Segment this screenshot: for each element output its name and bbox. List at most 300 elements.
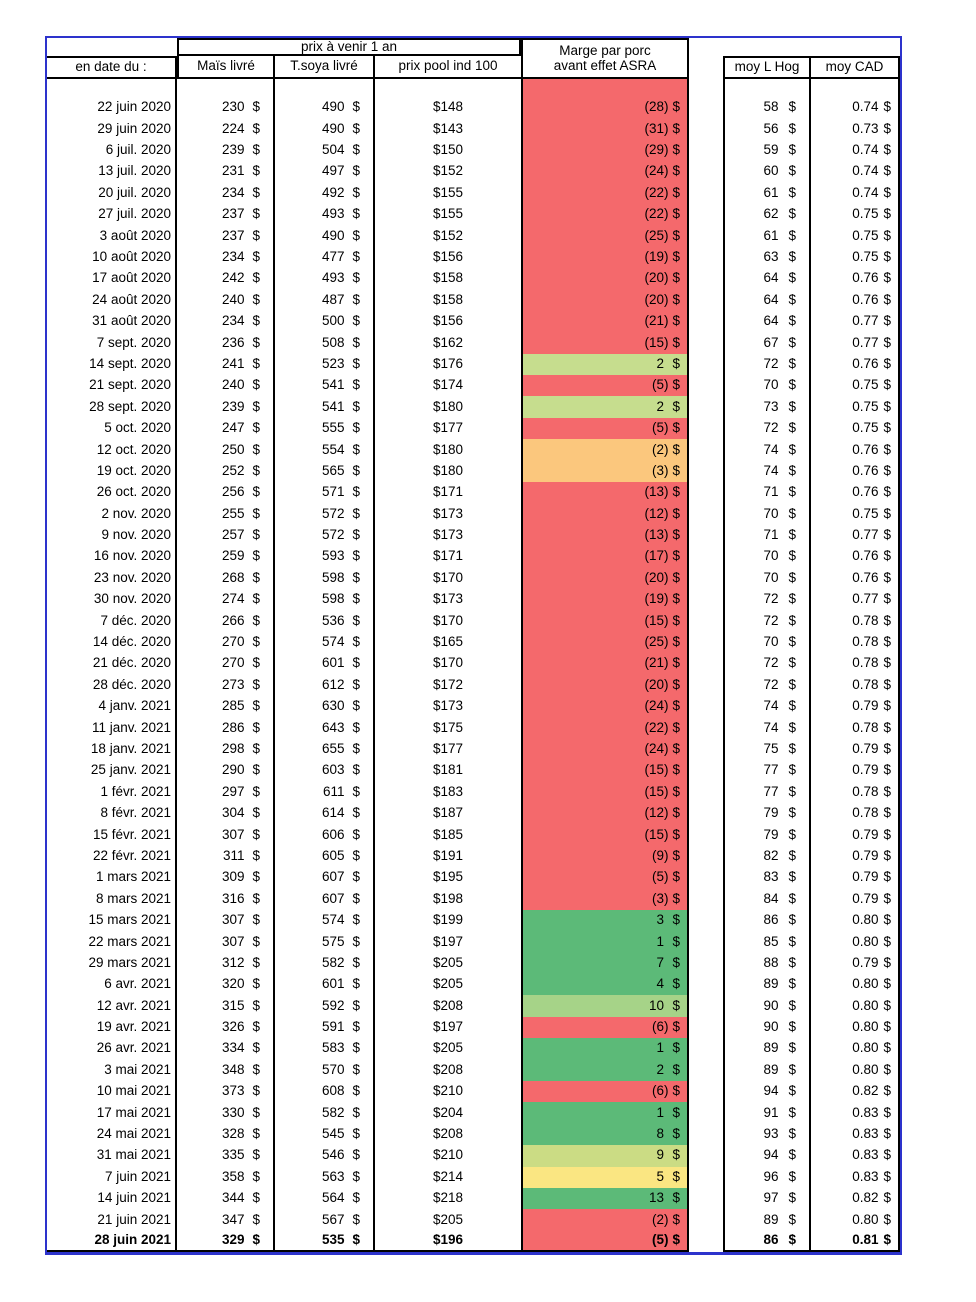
soya-cell: 490 $ bbox=[275, 118, 375, 139]
date-cell: 26 avr. 2021 bbox=[47, 1038, 177, 1059]
marge-cell: (22) $ bbox=[521, 183, 689, 204]
hog-cell: 89 $ bbox=[723, 1209, 811, 1230]
mais-cell: 348 $ bbox=[177, 1060, 275, 1081]
mais-cell: 268 $ bbox=[177, 568, 275, 589]
soya-cell: 614 $ bbox=[275, 803, 375, 824]
marge-cell: 1 $ bbox=[521, 1102, 689, 1123]
date-cell: 28 sept. 2020 bbox=[47, 396, 177, 417]
pool-cell: $180 bbox=[432, 398, 464, 414]
soya-cell: 477 $ bbox=[275, 247, 375, 268]
marge-cell: (20) $ bbox=[521, 568, 689, 589]
date-cell: 4 janv. 2021 bbox=[47, 696, 177, 717]
mais-cell: 307 $ bbox=[177, 824, 275, 845]
date-cell: 22 févr. 2021 bbox=[47, 846, 177, 867]
mais-cell: 239 $ bbox=[177, 140, 275, 161]
hog-cell: 73 $ bbox=[723, 396, 811, 417]
pool-cell: $208 bbox=[432, 997, 464, 1013]
date-cell: 1 févr. 2021 bbox=[47, 782, 177, 803]
date-cell: 21 sept. 2020 bbox=[47, 375, 177, 396]
mais-cell: 237 $ bbox=[177, 225, 275, 246]
pool-cell: $175 bbox=[432, 719, 464, 735]
mais-cell: 304 $ bbox=[177, 803, 275, 824]
cad-cell: 0.78 $ bbox=[811, 803, 900, 824]
cad-cell: 0.79 $ bbox=[811, 867, 900, 888]
date-cell: 14 déc. 2020 bbox=[47, 632, 177, 653]
soya-cell: 541 $ bbox=[275, 396, 375, 417]
cad-cell: 0.73 $ bbox=[811, 118, 900, 139]
pool-cell: $173 bbox=[432, 698, 464, 714]
date-cell: 16 nov. 2020 bbox=[47, 546, 177, 567]
soya-cell: 572 $ bbox=[275, 525, 375, 546]
header-marge-par-porc bbox=[521, 38, 689, 79]
mais-cell: 234 $ bbox=[177, 183, 275, 204]
marge-cell: 4 $ bbox=[521, 974, 689, 995]
cad-cell: 0.78 $ bbox=[811, 717, 900, 738]
marge-cell: (15) $ bbox=[521, 782, 689, 803]
soya-cell: 608 $ bbox=[275, 1081, 375, 1102]
pool-cell: $181 bbox=[432, 762, 464, 778]
price-table-sheet bbox=[45, 36, 902, 1255]
pool-cell: $180 bbox=[432, 441, 464, 457]
cad-cell: 0.79 $ bbox=[811, 760, 900, 781]
soya-cell: 592 $ bbox=[275, 995, 375, 1016]
date-cell: 14 sept. 2020 bbox=[47, 354, 177, 375]
marge-cell: (3) $ bbox=[521, 888, 689, 909]
cad-cell: 0.79 $ bbox=[811, 824, 900, 845]
marge-cell: 7 $ bbox=[521, 953, 689, 974]
mais-cell: 252 $ bbox=[177, 461, 275, 482]
marge-cell: (15) $ bbox=[521, 610, 689, 631]
soya-cell: 523 $ bbox=[275, 354, 375, 375]
pool-cell: $183 bbox=[432, 783, 464, 799]
mais-cell: 256 $ bbox=[177, 482, 275, 503]
soya-cell: 545 $ bbox=[275, 1124, 375, 1145]
date-cell: 8 févr. 2021 bbox=[47, 803, 177, 824]
soya-cell: 563 $ bbox=[275, 1167, 375, 1188]
hog-cell: 86 $ bbox=[723, 1231, 811, 1252]
mais-cell: 315 $ bbox=[177, 995, 275, 1016]
header-mais-livre: Maïs livré bbox=[177, 56, 275, 79]
spacer-cell bbox=[811, 79, 900, 97]
soya-cell: 555 $ bbox=[275, 418, 375, 439]
pool-cell: $185 bbox=[432, 826, 464, 842]
header-marge-line1: Marge par porc bbox=[559, 42, 651, 58]
hog-cell: 70 $ bbox=[723, 503, 811, 524]
cad-cell: 0.78 $ bbox=[811, 782, 900, 803]
pool-cell: $205 bbox=[432, 954, 464, 970]
pool-cell: $208 bbox=[432, 1126, 464, 1142]
hog-cell: 62 $ bbox=[723, 204, 811, 225]
pool-cell: $155 bbox=[432, 184, 464, 200]
mais-cell: 334 $ bbox=[177, 1038, 275, 1059]
marge-cell: 2 $ bbox=[521, 354, 689, 375]
marge-cell: (19) $ bbox=[521, 247, 689, 268]
marge-cell: (2) $ bbox=[521, 439, 689, 460]
soya-cell: 601 $ bbox=[275, 974, 375, 995]
date-cell: 2 nov. 2020 bbox=[47, 503, 177, 524]
hog-cell: 60 $ bbox=[723, 161, 811, 182]
mais-cell: 242 $ bbox=[177, 268, 275, 289]
date-cell: 9 nov. 2020 bbox=[47, 525, 177, 546]
mais-cell: 297 $ bbox=[177, 782, 275, 803]
mais-cell: 326 $ bbox=[177, 1017, 275, 1038]
pool-cell: $187 bbox=[432, 805, 464, 821]
mais-cell: 270 $ bbox=[177, 632, 275, 653]
soya-cell: 546 $ bbox=[275, 1145, 375, 1166]
soya-cell: 612 $ bbox=[275, 675, 375, 696]
cad-cell: 0.78 $ bbox=[811, 653, 900, 674]
cad-cell: 0.75 $ bbox=[811, 204, 900, 225]
date-cell: 3 août 2020 bbox=[47, 225, 177, 246]
marge-cell: 2 $ bbox=[521, 1060, 689, 1081]
mais-cell: 307 $ bbox=[177, 910, 275, 931]
hog-cell: 93 $ bbox=[723, 1124, 811, 1145]
cad-cell: 0.74 $ bbox=[811, 97, 900, 118]
cad-cell: 0.78 $ bbox=[811, 675, 900, 696]
soya-cell: 574 $ bbox=[275, 910, 375, 931]
hog-cell: 86 $ bbox=[723, 910, 811, 931]
marge-cell: (5) $ bbox=[521, 375, 689, 396]
soya-cell: 591 $ bbox=[275, 1017, 375, 1038]
hog-cell: 59 $ bbox=[723, 140, 811, 161]
marge-cell: (13) $ bbox=[521, 525, 689, 546]
marge-cell: (15) $ bbox=[521, 760, 689, 781]
pool-cell: $162 bbox=[432, 334, 464, 350]
spacer-cell bbox=[723, 79, 811, 97]
hog-cell: 63 $ bbox=[723, 247, 811, 268]
hog-cell: 82 $ bbox=[723, 846, 811, 867]
mais-cell: 230 $ bbox=[177, 97, 275, 118]
soya-cell: 567 $ bbox=[275, 1209, 375, 1230]
date-cell: 31 août 2020 bbox=[47, 311, 177, 332]
soya-cell: 564 $ bbox=[275, 1188, 375, 1209]
cad-cell: 0.74 $ bbox=[811, 161, 900, 182]
date-cell: 12 avr. 2021 bbox=[47, 995, 177, 1016]
pool-cell: $195 bbox=[432, 869, 464, 885]
cad-cell: 0.76 $ bbox=[811, 354, 900, 375]
date-cell: 19 oct. 2020 bbox=[47, 461, 177, 482]
hog-cell: 89 $ bbox=[723, 1038, 811, 1059]
pool-cell: $150 bbox=[432, 142, 464, 158]
mais-cell: 237 $ bbox=[177, 204, 275, 225]
pool-cell: $165 bbox=[432, 634, 464, 650]
marge-cell: (13) $ bbox=[521, 482, 689, 503]
pool-cell: $148 bbox=[432, 99, 464, 115]
cad-cell: 0.83 $ bbox=[811, 1145, 900, 1166]
spacer-cell bbox=[521, 79, 689, 97]
pool-cell: $210 bbox=[432, 1083, 464, 1099]
date-cell: 19 avr. 2021 bbox=[47, 1017, 177, 1038]
marge-cell: 1 $ bbox=[521, 931, 689, 952]
date-cell: 12 oct. 2020 bbox=[47, 439, 177, 460]
mais-cell: 273 $ bbox=[177, 675, 275, 696]
pool-cell: $173 bbox=[432, 527, 464, 543]
date-cell: 24 mai 2021 bbox=[47, 1124, 177, 1145]
soya-cell: 508 $ bbox=[275, 332, 375, 353]
mais-cell: 298 $ bbox=[177, 739, 275, 760]
soya-cell: 565 $ bbox=[275, 461, 375, 482]
cad-cell: 0.76 $ bbox=[811, 461, 900, 482]
marge-cell: (15) $ bbox=[521, 332, 689, 353]
cad-cell: 0.75 $ bbox=[811, 418, 900, 439]
pool-cell: $158 bbox=[432, 270, 464, 286]
date-cell: 13 juil. 2020 bbox=[47, 161, 177, 182]
date-cell: 1 mars 2021 bbox=[47, 867, 177, 888]
spacer-cell bbox=[275, 79, 375, 97]
cad-cell: 0.74 $ bbox=[811, 140, 900, 161]
pool-cell: $171 bbox=[432, 484, 464, 500]
soya-cell: 593 $ bbox=[275, 546, 375, 567]
marge-cell: (20) $ bbox=[521, 675, 689, 696]
marge-cell: 9 $ bbox=[521, 1145, 689, 1166]
spacer-cell bbox=[47, 79, 177, 97]
pool-cell: $205 bbox=[432, 976, 464, 992]
soya-cell: 487 $ bbox=[275, 290, 375, 311]
date-cell: 5 oct. 2020 bbox=[47, 418, 177, 439]
marge-cell: (5) $ bbox=[521, 418, 689, 439]
date-cell: 29 mars 2021 bbox=[47, 953, 177, 974]
marge-cell: (22) $ bbox=[521, 204, 689, 225]
mais-cell: 274 $ bbox=[177, 589, 275, 610]
cad-cell: 0.76 $ bbox=[811, 290, 900, 311]
cad-cell: 0.82 $ bbox=[811, 1081, 900, 1102]
pool-cell: $199 bbox=[432, 912, 464, 928]
date-cell: 7 déc. 2020 bbox=[47, 610, 177, 631]
pool-cell: $174 bbox=[432, 377, 464, 393]
date-cell: 26 oct. 2020 bbox=[47, 482, 177, 503]
cad-cell: 0.78 $ bbox=[811, 632, 900, 653]
marge-cell: 2 $ bbox=[521, 396, 689, 417]
hog-cell: 83 $ bbox=[723, 867, 811, 888]
hog-cell: 72 $ bbox=[723, 589, 811, 610]
mais-cell: 311 $ bbox=[177, 846, 275, 867]
mais-cell: 328 $ bbox=[177, 1124, 275, 1145]
hog-cell: 96 $ bbox=[723, 1167, 811, 1188]
date-cell: 30 nov. 2020 bbox=[47, 589, 177, 610]
mais-cell: 259 $ bbox=[177, 546, 275, 567]
mais-cell: 320 $ bbox=[177, 974, 275, 995]
mais-cell: 316 $ bbox=[177, 888, 275, 909]
date-cell: 22 mars 2021 bbox=[47, 931, 177, 952]
cad-cell: 0.77 $ bbox=[811, 332, 900, 353]
marge-cell: (24) $ bbox=[521, 739, 689, 760]
soya-cell: 500 $ bbox=[275, 311, 375, 332]
date-cell: 14 juin 2021 bbox=[47, 1188, 177, 1209]
hog-cell: 72 $ bbox=[723, 675, 811, 696]
cad-cell: 0.80 $ bbox=[811, 1209, 900, 1230]
soya-cell: 655 $ bbox=[275, 739, 375, 760]
marge-cell: (19) $ bbox=[521, 589, 689, 610]
cad-cell: 0.77 $ bbox=[811, 311, 900, 332]
soya-cell: 570 $ bbox=[275, 1060, 375, 1081]
pool-cell: $210 bbox=[432, 1147, 464, 1163]
mais-cell: 347 $ bbox=[177, 1209, 275, 1230]
header-tsoya-livre: T.soya livré bbox=[275, 56, 375, 79]
soya-cell: 575 $ bbox=[275, 931, 375, 952]
pool-cell: $152 bbox=[432, 163, 464, 179]
pool-cell: $173 bbox=[432, 505, 464, 521]
cad-cell: 0.80 $ bbox=[811, 1060, 900, 1081]
hog-cell: 64 $ bbox=[723, 311, 811, 332]
marge-cell: (31) $ bbox=[521, 118, 689, 139]
marge-cell: (20) $ bbox=[521, 268, 689, 289]
hog-cell: 70 $ bbox=[723, 546, 811, 567]
soya-cell: 536 $ bbox=[275, 610, 375, 631]
cad-cell: 0.77 $ bbox=[811, 589, 900, 610]
mais-cell: 358 $ bbox=[177, 1167, 275, 1188]
marge-cell: (2) $ bbox=[521, 1209, 689, 1230]
date-cell: 11 janv. 2021 bbox=[47, 717, 177, 738]
mais-cell: 270 $ bbox=[177, 653, 275, 674]
cad-cell: 0.75 $ bbox=[811, 247, 900, 268]
date-cell: 15 mars 2021 bbox=[47, 910, 177, 931]
mais-cell: 231 $ bbox=[177, 161, 275, 182]
soya-cell: 643 $ bbox=[275, 717, 375, 738]
marge-cell: (15) $ bbox=[521, 824, 689, 845]
date-cell: 6 juil. 2020 bbox=[47, 140, 177, 161]
marge-cell: (20) $ bbox=[521, 290, 689, 311]
cad-cell: 0.80 $ bbox=[811, 1017, 900, 1038]
soya-cell: 601 $ bbox=[275, 653, 375, 674]
mais-cell: 373 $ bbox=[177, 1081, 275, 1102]
hog-cell: 90 $ bbox=[723, 995, 811, 1016]
soya-cell: 611 $ bbox=[275, 782, 375, 803]
pool-cell: $173 bbox=[432, 591, 464, 607]
mais-cell: 309 $ bbox=[177, 867, 275, 888]
date-cell: 27 juil. 2020 bbox=[47, 204, 177, 225]
cad-cell: 0.75 $ bbox=[811, 225, 900, 246]
mais-cell: 285 $ bbox=[177, 696, 275, 717]
cad-cell: 0.75 $ bbox=[811, 396, 900, 417]
marge-cell: (22) $ bbox=[521, 717, 689, 738]
marge-cell: (25) $ bbox=[521, 225, 689, 246]
cad-cell: 0.79 $ bbox=[811, 846, 900, 867]
hog-cell: 74 $ bbox=[723, 696, 811, 717]
date-cell: 10 mai 2021 bbox=[47, 1081, 177, 1102]
soya-cell: 607 $ bbox=[275, 867, 375, 888]
cad-cell: 0.79 $ bbox=[811, 888, 900, 909]
marge-cell: (9) $ bbox=[521, 846, 689, 867]
cad-cell: 0.76 $ bbox=[811, 482, 900, 503]
cad-cell: 0.80 $ bbox=[811, 995, 900, 1016]
date-cell: 31 mai 2021 bbox=[47, 1145, 177, 1166]
pool-cell: $177 bbox=[432, 420, 464, 436]
cad-cell: 0.80 $ bbox=[811, 974, 900, 995]
soya-cell: 598 $ bbox=[275, 589, 375, 610]
hog-cell: 71 $ bbox=[723, 525, 811, 546]
soya-cell: 554 $ bbox=[275, 439, 375, 460]
cad-cell: 0.75 $ bbox=[811, 503, 900, 524]
header-moy-cad: moy CAD bbox=[811, 56, 900, 79]
soya-cell: 582 $ bbox=[275, 953, 375, 974]
mais-cell: 335 $ bbox=[177, 1145, 275, 1166]
cad-cell: 0.82 $ bbox=[811, 1188, 900, 1209]
mais-cell: 234 $ bbox=[177, 311, 275, 332]
hog-cell: 72 $ bbox=[723, 354, 811, 375]
marge-cell: (24) $ bbox=[521, 161, 689, 182]
hog-cell: 84 $ bbox=[723, 888, 811, 909]
pool-cell: $158 bbox=[432, 291, 464, 307]
cad-cell: 0.79 $ bbox=[811, 953, 900, 974]
marge-cell: 1 $ bbox=[521, 1038, 689, 1059]
cad-cell: 0.78 $ bbox=[811, 610, 900, 631]
cad-cell: 0.79 $ bbox=[811, 696, 900, 717]
soya-cell: 603 $ bbox=[275, 760, 375, 781]
soya-cell: 574 $ bbox=[275, 632, 375, 653]
hog-cell: 64 $ bbox=[723, 268, 811, 289]
soya-cell: 572 $ bbox=[275, 503, 375, 524]
hog-cell: 74 $ bbox=[723, 461, 811, 482]
pool-cell: $152 bbox=[432, 227, 464, 243]
date-cell: 21 déc. 2020 bbox=[47, 653, 177, 674]
soya-cell: 493 $ bbox=[275, 268, 375, 289]
cad-cell: 0.76 $ bbox=[811, 268, 900, 289]
spacer-cell bbox=[375, 79, 521, 97]
pool-cell: $156 bbox=[432, 249, 464, 264]
soya-cell: 607 $ bbox=[275, 888, 375, 909]
pool-cell: $197 bbox=[432, 1019, 464, 1035]
spacer-cell bbox=[177, 79, 275, 97]
cad-cell: 0.83 $ bbox=[811, 1167, 900, 1188]
date-cell: 8 mars 2021 bbox=[47, 888, 177, 909]
marge-cell: (3) $ bbox=[521, 461, 689, 482]
date-cell: 17 mai 2021 bbox=[47, 1102, 177, 1123]
pool-cell: $156 bbox=[432, 313, 464, 329]
marge-cell: (6) $ bbox=[521, 1081, 689, 1102]
date-cell: 25 janv. 2021 bbox=[47, 760, 177, 781]
marge-cell: 5 $ bbox=[521, 1167, 689, 1188]
hog-cell: 89 $ bbox=[723, 1060, 811, 1081]
cad-cell: 0.80 $ bbox=[811, 910, 900, 931]
mais-cell: 329 $ bbox=[177, 1231, 275, 1252]
date-cell: 28 juin 2021 bbox=[47, 1231, 177, 1252]
hog-cell: 94 $ bbox=[723, 1145, 811, 1166]
hog-cell: 89 $ bbox=[723, 974, 811, 995]
header-moy-l-hog: moy L Hog bbox=[723, 56, 811, 79]
hog-cell: 79 $ bbox=[723, 803, 811, 824]
soya-cell: 571 $ bbox=[275, 482, 375, 503]
hog-cell: 70 $ bbox=[723, 632, 811, 653]
pool-cell: $198 bbox=[432, 890, 464, 906]
date-cell: 15 févr. 2021 bbox=[47, 824, 177, 845]
hog-cell: 71 $ bbox=[723, 482, 811, 503]
soya-cell: 535 $ bbox=[275, 1231, 375, 1252]
pool-cell: $208 bbox=[432, 1061, 464, 1077]
pool-cell: $155 bbox=[432, 206, 464, 222]
mais-cell: 330 $ bbox=[177, 1102, 275, 1123]
hog-cell: 70 $ bbox=[723, 375, 811, 396]
date-cell: 17 août 2020 bbox=[47, 268, 177, 289]
mais-cell: 240 $ bbox=[177, 290, 275, 311]
mais-cell: 236 $ bbox=[177, 332, 275, 353]
mais-cell: 234 $ bbox=[177, 247, 275, 268]
hog-cell: 56 $ bbox=[723, 118, 811, 139]
mais-cell: 257 $ bbox=[177, 525, 275, 546]
mais-cell: 240 $ bbox=[177, 375, 275, 396]
marge-cell: (21) $ bbox=[521, 311, 689, 332]
hog-cell: 61 $ bbox=[723, 225, 811, 246]
hog-cell: 77 $ bbox=[723, 782, 811, 803]
date-cell: 7 juin 2021 bbox=[47, 1167, 177, 1188]
date-cell: 21 juin 2021 bbox=[47, 1209, 177, 1230]
hog-cell: 77 $ bbox=[723, 760, 811, 781]
date-cell: 22 juin 2020 bbox=[47, 97, 177, 118]
date-cell: 20 juil. 2020 bbox=[47, 183, 177, 204]
date-cell: 23 nov. 2020 bbox=[47, 568, 177, 589]
cad-cell: 0.79 $ bbox=[811, 739, 900, 760]
cad-cell: 0.80 $ bbox=[811, 1038, 900, 1059]
hog-cell: 58 $ bbox=[723, 97, 811, 118]
